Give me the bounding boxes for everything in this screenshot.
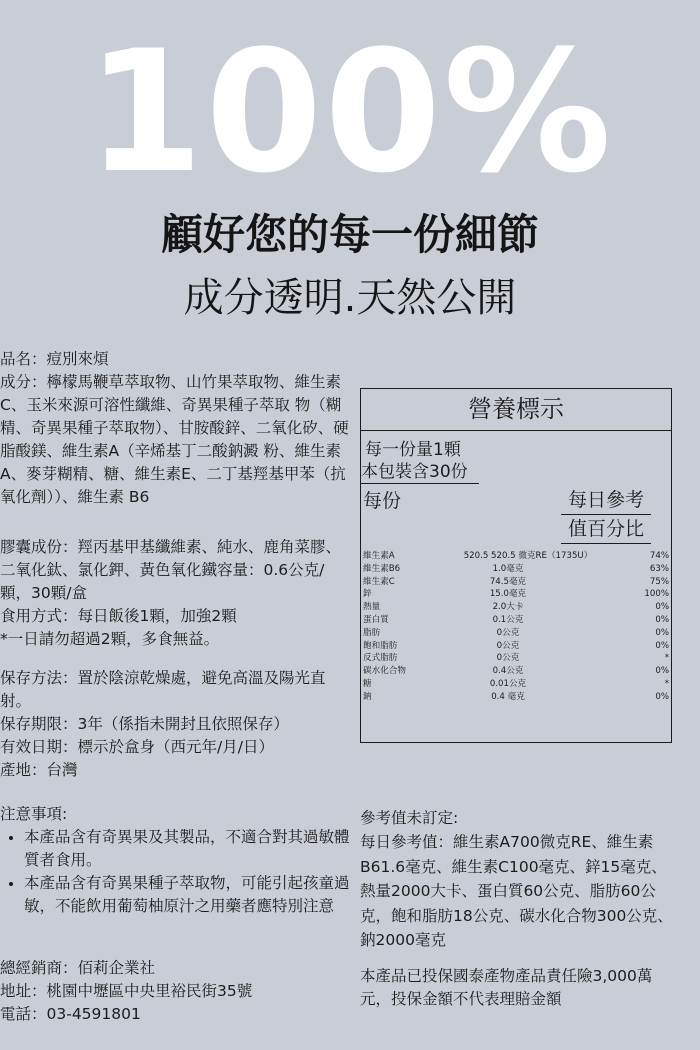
daily-reference-label: [561, 486, 651, 544]
nutrient-name: 維生素A: [363, 551, 395, 561]
distributor-phone: 電話：03-4591801: [0, 1005, 141, 1023]
nutrient-daily-pct: 100%: [644, 589, 669, 600]
nutrient-daily-pct: 74%: [649, 551, 669, 561]
distributor-block: [0, 957, 352, 1026]
note-item: • 本產品含有奇異果及其製品，不適合對其過敏體質者食用。: [24, 826, 352, 872]
origin: 產地：台灣: [0, 761, 78, 779]
insurance-block: [360, 965, 660, 1011]
nutrient-daily-pct: 63%: [649, 563, 669, 574]
nutrient-name: 反式脂肪: [363, 653, 398, 664]
nutrient-row: [361, 563, 671, 576]
storage-method: 保存方法：置於陰涼乾燥處，避免高溫及陽光直射。: [0, 669, 326, 710]
daily-reference-line1: 每日參考: [561, 486, 651, 515]
usage-warning: *一日請勿超過2顆，多食無益。: [0, 630, 220, 648]
nutrient-name: 蛋白質: [363, 614, 389, 625]
servings-per-pack: 本包裝含30份: [361, 461, 479, 484]
nutrient-daily-pct: 0%: [655, 691, 669, 702]
headline: 顧好您的每一份細節: [160, 210, 539, 259]
nutrient-name: 熱量: [363, 602, 381, 613]
nutrition-header-row: [361, 484, 671, 540]
nutrient-daily-pct: 0%: [655, 627, 669, 638]
nutrient-daily-pct: *: [664, 678, 669, 689]
nutrient-amount: 74.5毫克: [489, 576, 527, 587]
nutrient-row: [361, 627, 671, 640]
nutrient-amount: 2.0大卡: [492, 602, 524, 613]
capsule-ingredients: 膠囊成份：羥丙基甲基纖維素、純水、鹿角菜膠、二氧化鈦、氯化鉀、黃色氧化鐵容量：0.6公克/顆，30顆/盒: [0, 538, 342, 602]
serving-size: 每一份量1顆: [365, 440, 461, 460]
distributor-name: 總經銷商：佰莉企業社: [0, 959, 156, 977]
nutrient-amount: 0公克: [496, 627, 520, 638]
nutrient-name: 碳水化合物: [363, 666, 406, 677]
reference-text: 每日參考值：維生素A700微克RE、維生素B61.6毫克、維生素C100毫克、鋅15毫克、熱量2000大卡、蛋白質60公克、脂肪60公克，飽和脂肪18公克、碳水化合物300公克、鈉2000毫克: [360, 833, 673, 949]
daily-reference-line2: 值百分比: [561, 515, 651, 544]
product-name: 品名：痘別來煩: [0, 350, 109, 368]
expiry-date: 有效日期：標示於盒身（西元年/月/日）: [0, 738, 274, 756]
nutrient-row: [361, 601, 671, 614]
nutrient-row: [361, 576, 671, 589]
reference-heading: 參考值未訂定:: [360, 809, 459, 827]
nutrition-title: 營養標示: [361, 389, 671, 431]
note-item: • 本產品含有奇異果種子萃取物，可能引起孩童過敏，不能飲用葡萄柚原汁之用藥者應特別注意: [24, 872, 352, 918]
nutrient-daily-pct: 0%: [655, 640, 669, 651]
nutrient-name: 維生素B6: [363, 563, 401, 574]
nutrient-amount: 0.4公克: [492, 666, 524, 677]
product-info-block: [0, 348, 352, 509]
nutrient-name: 糖: [363, 678, 372, 689]
nutrient-row: [361, 614, 671, 627]
insurance-text: 本產品已投保國泰產物產品責任險3,000萬元，投保金額不代表理賠金額: [360, 967, 653, 1008]
nutrient-row: [361, 691, 671, 704]
nutrient-row: [361, 652, 671, 665]
nutrient-table: [361, 550, 671, 704]
shelf-life: 保存期限：3年（係指未開封且依照保存）: [0, 715, 289, 733]
nutrient-amount: 0公克: [496, 640, 520, 651]
nutrient-daily-pct: 0%: [655, 614, 669, 625]
nutrient-daily-pct: *: [664, 653, 669, 664]
nutrient-row: [361, 588, 671, 601]
nutrient-row: [361, 640, 671, 653]
reference-values-block: [360, 807, 680, 953]
nutrient-row: [361, 678, 671, 691]
nutrient-amount: 1.0毫克: [492, 563, 524, 574]
subheadline: 成分透明.天然公開: [183, 275, 517, 321]
nutrient-daily-pct: 0%: [655, 666, 669, 677]
notes-list: [0, 826, 352, 918]
nutrient-row: [361, 665, 671, 678]
product-ingredients: 成分：檸檬馬鞭草萃取物、山竹果萃取物、維生素C、玉米來源可溶性纖維、奇異果種子萃取 物（糊精、奇異果種子萃取物）、甘胺酸鋅、二氧化矽、硬脂酸鎂、維生素A（辛烯基丁二酸鈉澱 粉、維生素A、麥芽糊精、糖、維生素E、二丁基羥基甲苯（抗氧化劑））、維生素 B6: [0, 373, 349, 506]
nutrition-facts-panel: [360, 388, 672, 743]
nutrient-amount: 0.1公克: [492, 614, 524, 625]
nutrient-amount: 520.5 520.5 微克RE（1735U）: [463, 551, 593, 561]
nutrient-name: 飽和脂肪: [363, 640, 398, 651]
nutrient-daily-pct: 0%: [655, 602, 669, 613]
nutrient-amount: 0公克: [496, 653, 520, 664]
nutrient-name: 鋅: [363, 589, 372, 600]
per-serving-label: 每份: [363, 490, 402, 512]
distributor-address: 地址：桃園中壢區中央里裕民街35號: [0, 982, 253, 1000]
nutrient-amount: 15.0毫克: [489, 589, 527, 600]
notes-block: [0, 803, 352, 918]
hero-percentage: 100%: [86, 14, 614, 210]
nutrient-name: 脂肪: [363, 627, 381, 638]
product-usage-block: [0, 536, 352, 651]
usage-directions: 食用方式：每日飯後1顆，加強2顆: [0, 607, 237, 625]
nutrient-row: [361, 550, 671, 563]
nutrient-daily-pct: 75%: [649, 576, 669, 587]
nutrient-amount: 0.4 毫克: [491, 691, 525, 702]
nutrient-name: 維生素C: [363, 576, 395, 587]
notes-heading: 注意事項:: [0, 805, 68, 823]
storage-block: [0, 667, 352, 782]
nutrient-name: 鈉: [363, 691, 372, 702]
nutrient-amount: 0.01公克: [489, 678, 527, 689]
